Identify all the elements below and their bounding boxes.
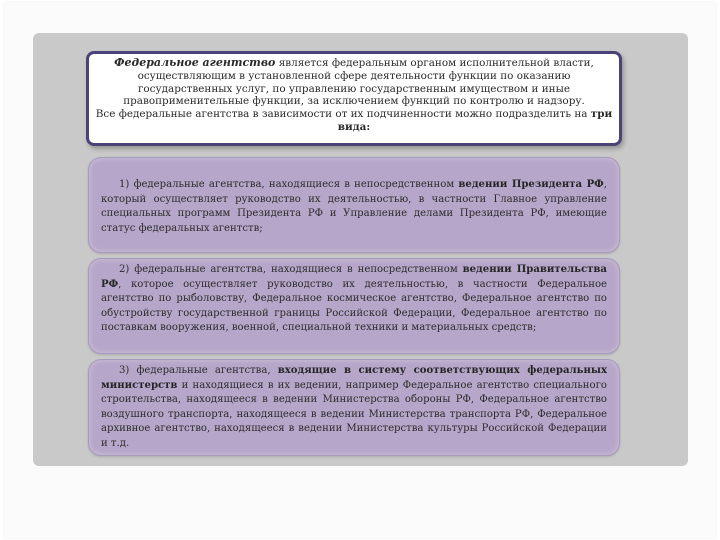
- definition-box: [86, 51, 622, 146]
- item-number: 3): [119, 365, 130, 376]
- classification-count: три вида:: [337, 108, 613, 133]
- agency-type-text: 2) федеральные агентства, находящиеся в непосредственном ведении Правительства РФ, которое осуществляет руководство их деятельностью, в частности Федеральное агентство по рыболовству, Федеральное космическое агентство, Федеральное агентство по обустройству государственной границы Российской Федерации, Федеральное агентство по поставкам вооружения, военной, специальной техники и материальных средств;: [101, 264, 607, 334]
- agency-type-card-1: [88, 157, 620, 253]
- item-number: 2): [119, 264, 130, 275]
- agency-type-card-2: [88, 258, 620, 354]
- item-emphasis: ведении Президента РФ: [458, 179, 604, 190]
- agency-type-text: 1) федеральные агентства, находящиеся в непосредственном ведении Президента РФ, который осуществляет руководство их деятельностью, в частности Главное управление специальных программ Президента РФ и Управление делами Президента РФ, имеющие статус федеральных агентств;: [101, 179, 607, 234]
- agency-type-text: 3) федеральные агентства, входящие в систему соответствующих федеральных министерств и находящиеся в их ведении, например Федеральное агентство специального строительства, находящееся в ведении Министерства обороны РФ, Федеральное агентство воздушного транспорта, находящееся в ведении Министерства транспорта РФ, Федеральное архивное агентство, находящееся в ведении Министерства культуры Российской Федерации и т.д.: [101, 365, 608, 449]
- item-emphasis: входящие в систему соответствующих федеральных министерств: [101, 365, 608, 391]
- agency-type-card-3: [88, 359, 620, 456]
- item-emphasis: ведении Правительства РФ: [101, 264, 607, 290]
- definition-term: Федеральное агентство: [114, 56, 276, 69]
- classification-intro: Все федеральные агентства в зависимости от их подчиненности можно подразделить на: [95, 108, 588, 121]
- definition-text: является федеральным органом исполнительной власти, осуществляющим в установленной сфере деятельности функции по оказанию государственных услуг, по управлению государственным имуществом и иные правоприменительные функции, за исключением функций по контролю и надзору.: [123, 57, 594, 108]
- item-number: 1): [119, 179, 130, 190]
